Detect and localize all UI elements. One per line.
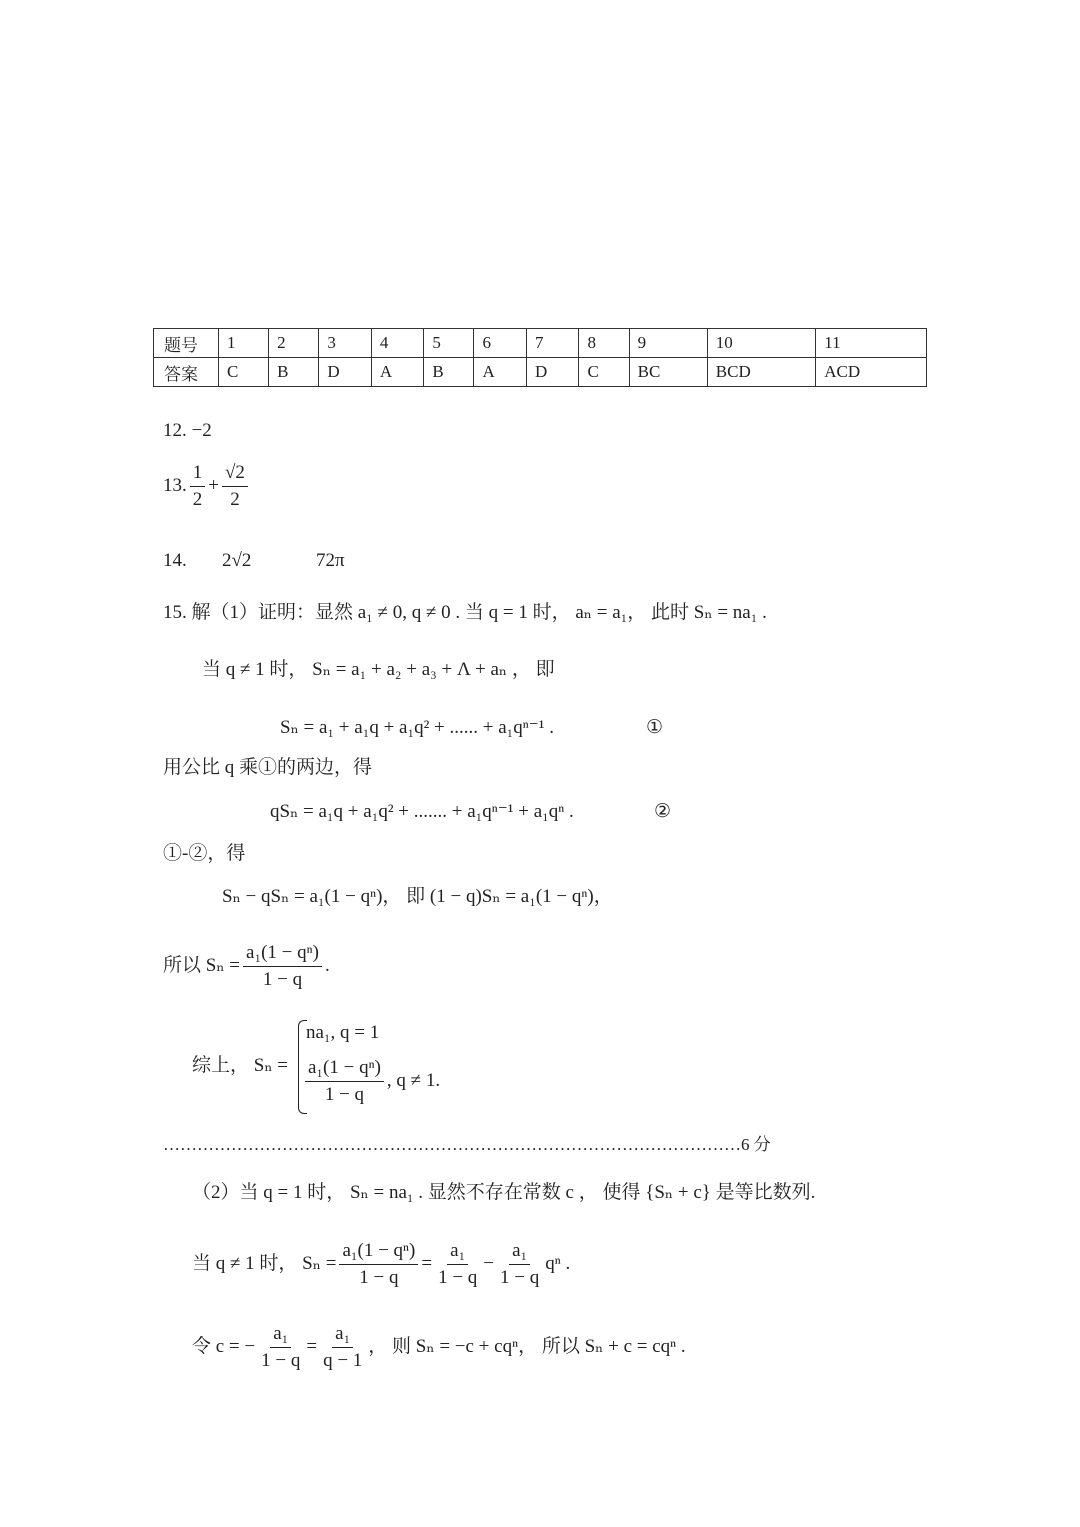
q14-answer-1: 2√2 <box>222 550 252 571</box>
fraction <box>258 1323 303 1372</box>
fraction <box>497 1240 542 1289</box>
fraction <box>190 462 206 511</box>
answer-cell: C <box>579 358 629 387</box>
fraction <box>305 1057 384 1106</box>
table-row-answers <box>154 358 927 387</box>
answer-cell: C <box>219 358 269 387</box>
denominator: 2 <box>230 489 240 510</box>
denominator: 1 − q <box>261 1350 301 1371</box>
tail: ， 则 Sₙ = −c + cqⁿ， 所以 Sₙ + c = cqⁿ . <box>368 1335 686 1357</box>
header-cell: 答案 <box>154 358 219 387</box>
answer-cell: A <box>474 358 526 387</box>
minus: − <box>483 1252 495 1274</box>
answer-cell: A <box>371 358 423 387</box>
answer-cell: ACD <box>816 358 927 387</box>
denominator: 1 − q <box>500 1267 540 1288</box>
q12-answer <box>163 419 212 443</box>
answer-cell: BC <box>629 358 707 387</box>
denominator: 1 − q <box>262 969 303 990</box>
answer-cell: B <box>424 358 474 387</box>
numerator: 1 <box>190 462 206 487</box>
number-cell: 7 <box>526 329 578 358</box>
number-cell: 4 <box>371 329 423 358</box>
denominator: 2 <box>192 489 203 510</box>
case-2 <box>302 1057 440 1106</box>
number-cell: 6 <box>474 329 526 358</box>
numerator: a₁ <box>447 1240 468 1265</box>
equals: = <box>306 1335 318 1357</box>
answer-cell: B <box>269 358 319 387</box>
period: . <box>324 954 330 976</box>
q13-answer <box>163 462 251 511</box>
q15-line: 当 q ≠ 1 时， Sₙ = a₁ + a₂ + a₃ + Λ + aₙ ， 即 <box>202 659 555 680</box>
number-cell: 3 <box>319 329 371 358</box>
answer-table <box>153 328 927 387</box>
equals: = <box>421 1252 433 1274</box>
numerator: a₁ <box>332 1323 353 1348</box>
q15-line: ①-②，得 <box>163 843 246 864</box>
equation-label-2: ② <box>654 801 672 822</box>
fraction <box>339 1240 418 1289</box>
denominator: q − 1 <box>323 1350 363 1371</box>
plus: + <box>208 474 219 496</box>
label: 所以 Sₙ = <box>163 954 241 976</box>
number-cell: 2 <box>269 329 319 358</box>
q15-sum-formula <box>163 942 330 991</box>
denominator: 1 − q <box>324 1084 365 1105</box>
numerator: √2 <box>222 462 248 487</box>
equation-2: qSₙ = a₁q + a₁q² + ....... + a₁qⁿ⁻¹ + a₁qⁿ . <box>270 801 574 822</box>
number-cell: 5 <box>424 329 474 358</box>
q15-part2-line: （2）当 q = 1 时， Sₙ = na₁ . 显然不存在常数 c ， 使得 {Sₙ + c} 是等比数列. <box>192 1182 816 1203</box>
number-cell: 9 <box>629 329 707 358</box>
summary-label: 综上， Sₙ = <box>192 1055 289 1076</box>
q12-number: 12. <box>163 420 187 441</box>
header-cell: 题号 <box>154 329 219 358</box>
number-cell: 1 <box>219 329 269 358</box>
number-cell: 8 <box>579 329 629 358</box>
label: 令 c = − <box>192 1335 256 1357</box>
q14-answer-2: 72π <box>316 550 345 571</box>
answer-cell: BCD <box>707 358 815 387</box>
denominator: 1 − q <box>438 1267 478 1288</box>
q12-value: −2 <box>191 420 212 441</box>
numerator: a₁(1 − qⁿ) <box>243 942 322 967</box>
denominator: 1 − q <box>359 1267 399 1288</box>
q15-line: 15. 解（1）证明：显然 a₁ ≠ 0, q ≠ 0 . 当 q = 1 时， aₙ = a₁， 此时 Sₙ = na₁ . <box>163 602 767 623</box>
fraction <box>435 1240 480 1289</box>
equation-1: Sₙ = a₁ + a₁q + a₁q² + ...... + a₁qⁿ⁻¹ . <box>280 717 554 738</box>
table-row-numbers <box>154 329 927 358</box>
answer-cell: D <box>526 358 578 387</box>
answer-cell: D <box>319 358 371 387</box>
q15-part2-formula <box>192 1240 570 1289</box>
q15-line: Sₙ − qSₙ = a₁(1 − qⁿ)， 即 (1 − q)Sₙ = a₁(1 − qⁿ)， <box>222 886 613 907</box>
numerator: a₁(1 − qⁿ) <box>305 1057 384 1082</box>
fraction <box>320 1323 365 1372</box>
label: 当 q ≠ 1 时， Sₙ = <box>192 1252 337 1274</box>
case-1: na₁, q = 1 <box>306 1022 380 1043</box>
q15-line: 用公比 q 乘①的两边，得 <box>163 757 373 778</box>
number-cell: 11 <box>816 329 927 358</box>
equation-label-1: ① <box>646 717 664 738</box>
score-marker: …………………………………………………………………………………………6 分 <box>163 1135 771 1154</box>
numerator: a₁ <box>270 1323 291 1348</box>
fraction <box>222 462 248 511</box>
q15-part2-c <box>192 1323 686 1372</box>
tail: qⁿ . <box>545 1252 571 1274</box>
numerator: a₁(1 − qⁿ) <box>339 1240 418 1265</box>
number-cell: 10 <box>707 329 815 358</box>
fraction <box>243 942 322 991</box>
condition: , q ≠ 1. <box>386 1069 441 1091</box>
q13-number: 13. <box>163 474 187 496</box>
numerator: a₁ <box>509 1240 530 1265</box>
q14-number: 14. <box>163 550 187 571</box>
